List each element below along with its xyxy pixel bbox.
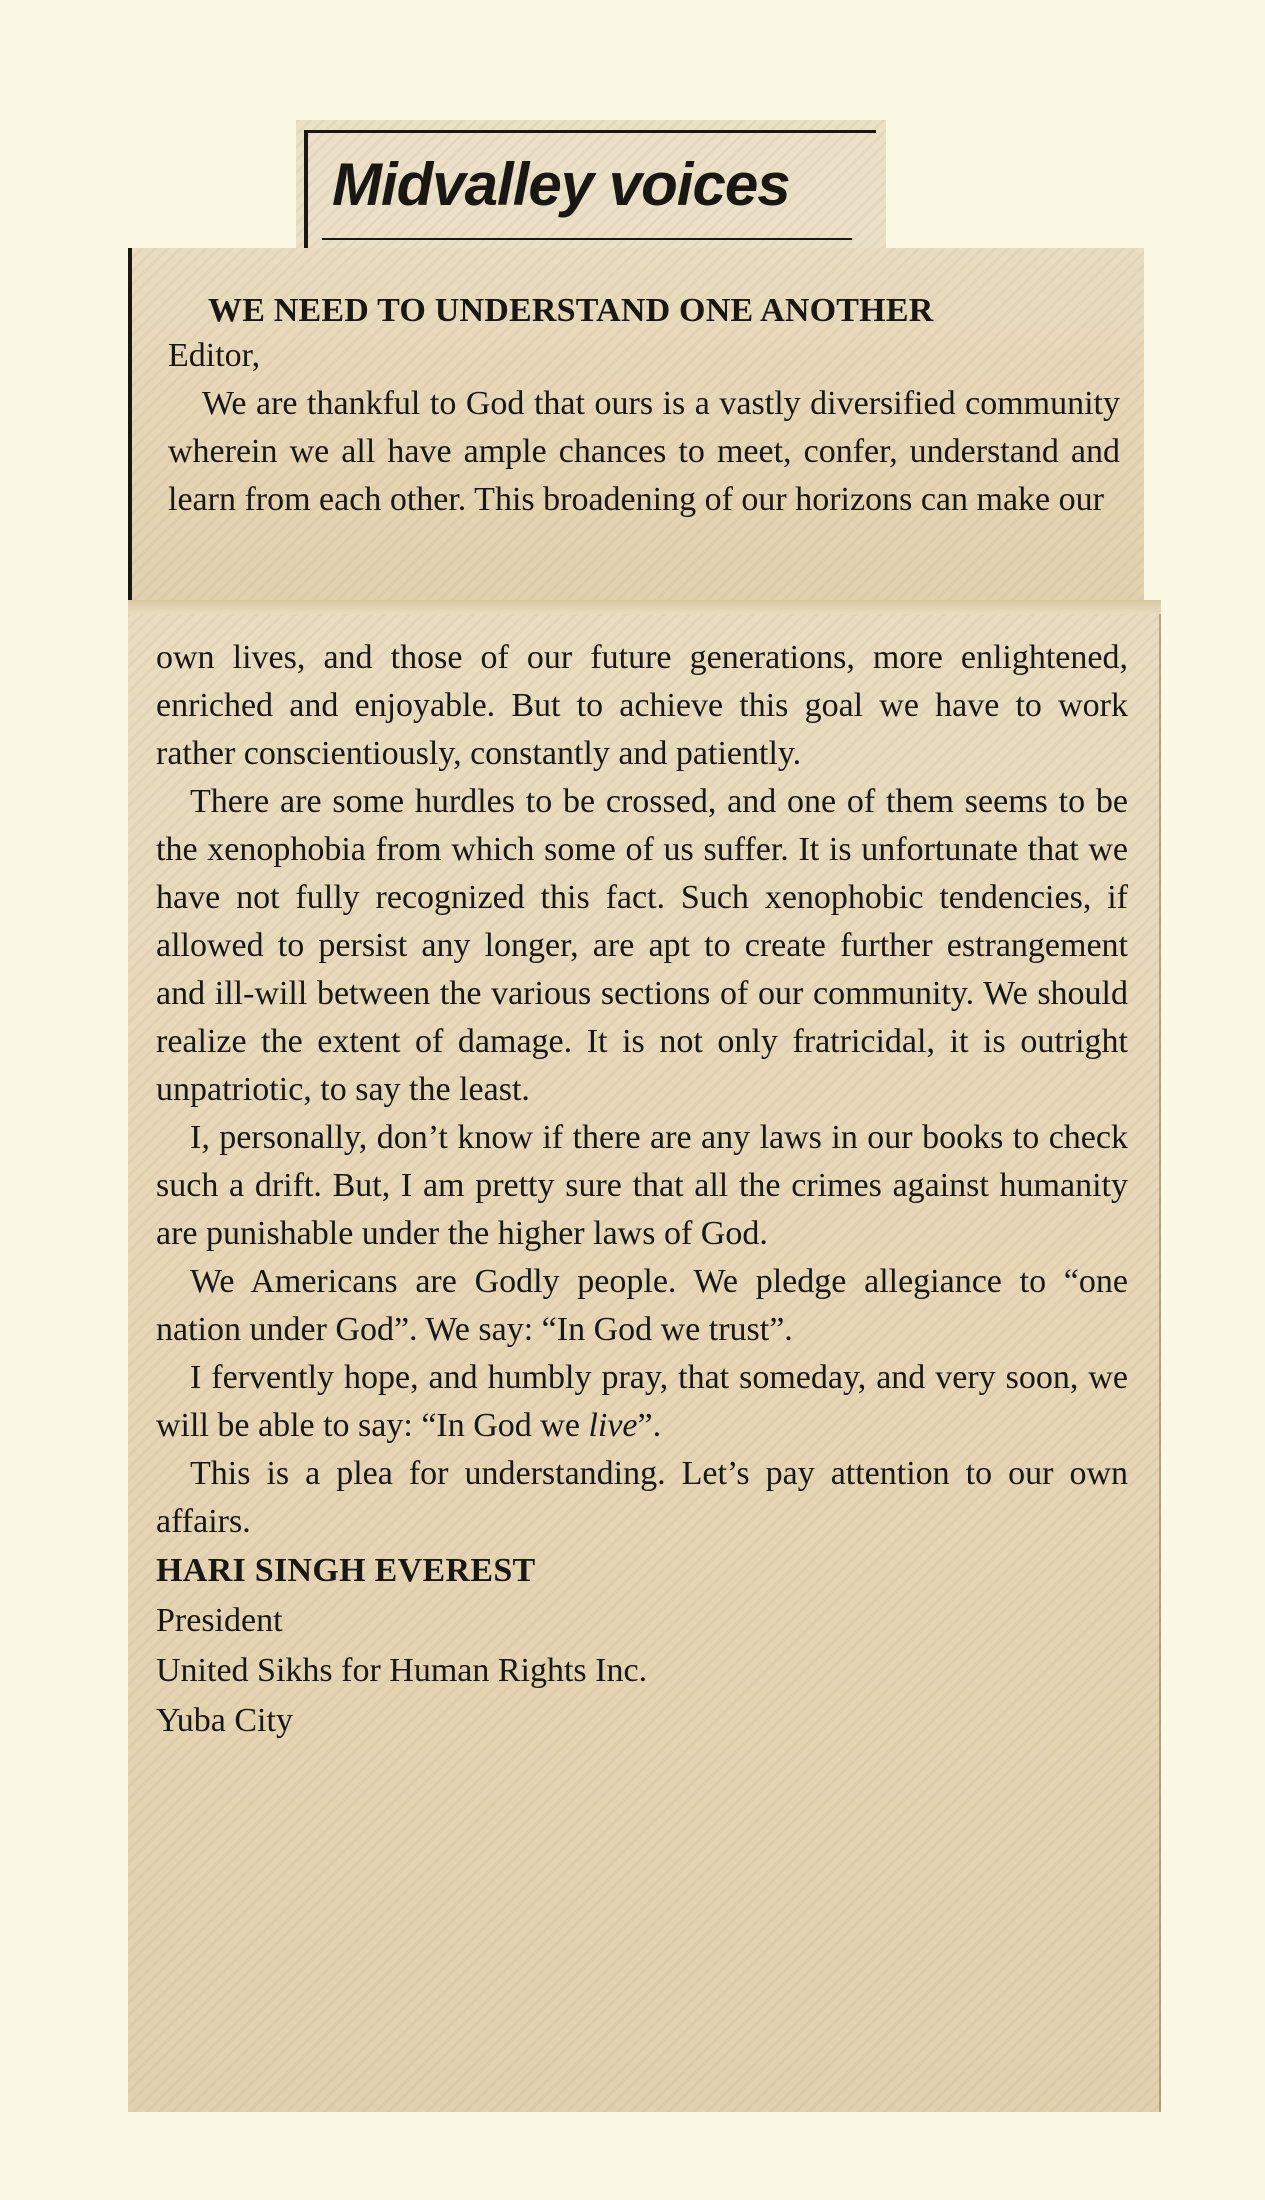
signer-organization: United Sikhs for Human Rights Inc. bbox=[156, 1652, 648, 1689]
paragraph-1-start: We are thankful to God that ours is a vastly diversified community wherein we all have ample chances to meet, confer, understand and learn from each other. This broadening of our horizons can make our bbox=[168, 385, 1120, 518]
paragraph-5 bbox=[156, 1354, 1128, 1450]
paragraph-5-italic: live bbox=[588, 1407, 638, 1444]
section-header-box bbox=[296, 120, 886, 252]
paragraph-1-continued: own lives, and those of our future generations, more enlightened, enriched and enjoyable. But to achieve this goal we have to work rather conscientiously, constantly and patiently. bbox=[156, 639, 1128, 772]
signer-city: Yuba City bbox=[156, 1702, 293, 1739]
signature-block bbox=[156, 1546, 1128, 1746]
newspaper-clipping bbox=[128, 100, 1161, 2112]
header-border-left bbox=[304, 130, 308, 248]
paragraph-3: I, personally, don’t know if there are any laws in our books to check such a drift. But, I am pretty sure that all the crimes against humanity are punishable under the higher laws of God. bbox=[156, 1119, 1128, 1252]
paragraph-6: This is a plea for understanding. Let’s pay attention to our own affairs. bbox=[156, 1455, 1128, 1540]
clipping-seam bbox=[128, 600, 1161, 614]
header-border-top bbox=[304, 130, 876, 133]
fragment-border-left bbox=[128, 248, 132, 600]
letter-top-fragment bbox=[128, 248, 1144, 604]
letter-bottom-fragment bbox=[128, 614, 1161, 2112]
header-underline bbox=[322, 238, 852, 240]
paragraph-5-text: I fervently hope, and humbly pray, that someday, and very soon, we will be able to say: “In God we bbox=[156, 1359, 1128, 1444]
letter-body bbox=[156, 634, 1128, 1746]
paragraph-4: We Americans are Godly people. We pledge allegiance to “one nation under God”. We say: “In God we trust”. bbox=[156, 1263, 1128, 1348]
letter-opening bbox=[168, 332, 1120, 524]
signer-name: HARI SINGH EVEREST bbox=[156, 1552, 536, 1589]
letter-headline: WE NEED TO UNDERSTAND ONE ANOTHER bbox=[208, 292, 934, 329]
paragraph-5-end: ”. bbox=[637, 1407, 662, 1444]
section-title: Midvalley voices bbox=[332, 151, 790, 218]
signer-title: President bbox=[156, 1602, 283, 1639]
salutation: Editor, bbox=[168, 337, 261, 374]
paragraph-2: There are some hurdles to be crossed, and one of them seems to be the xenophobia from which some of us suffer. It is unfortunate that we have not fully recognized this fact. Such xenophobic tendencies, if allowed to persist any longer, are apt to create further estrangement and ill-will between the various sections of our community. We should realize the extent of damage. It is not only fratricidal, it is outright unpatriotic, to say the least. bbox=[156, 783, 1128, 1108]
clipping-edge bbox=[1159, 614, 1161, 2112]
